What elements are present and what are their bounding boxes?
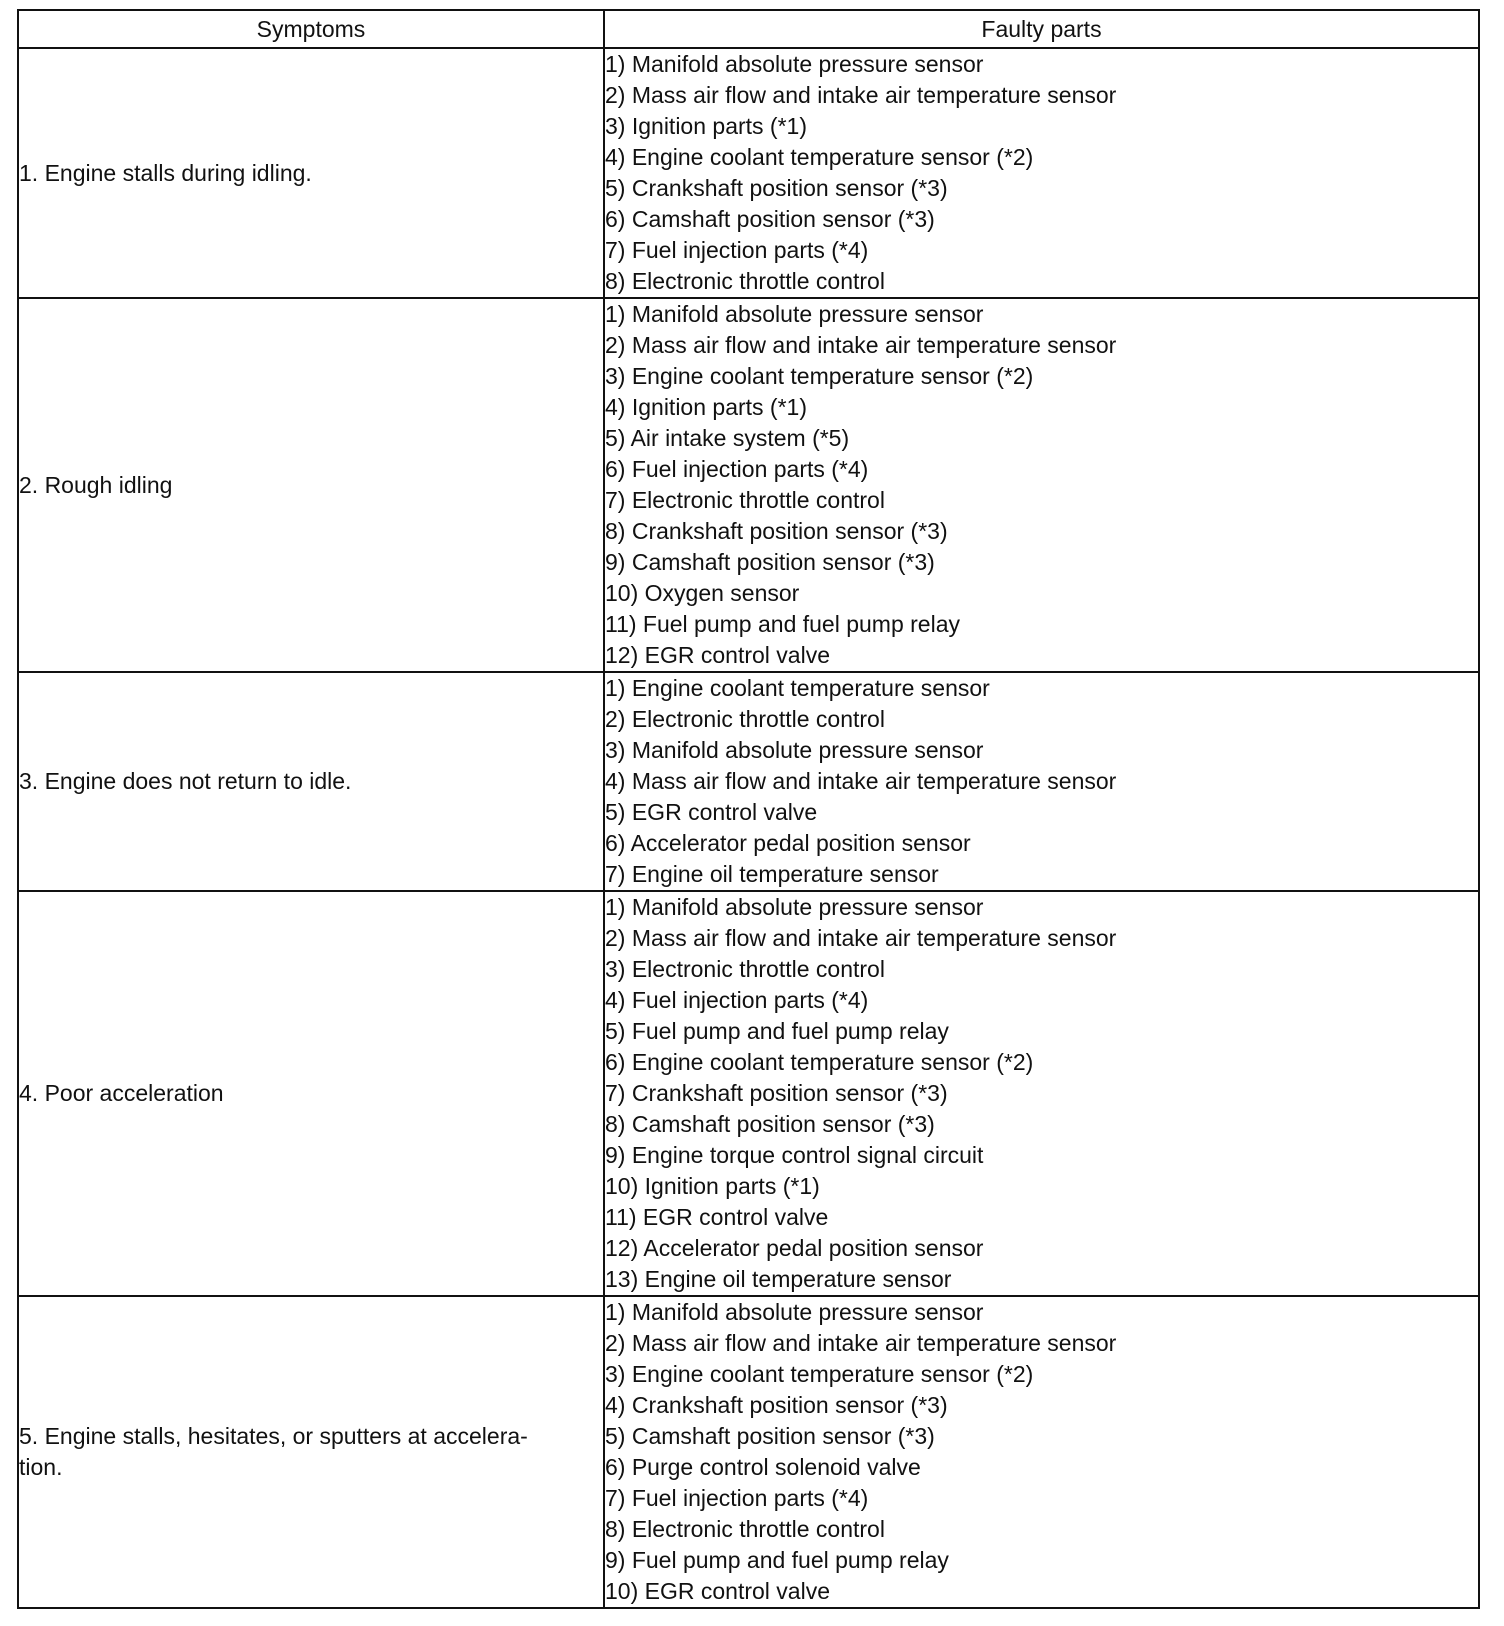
faulty-part-item: 3) Electronic throttle control xyxy=(605,956,885,982)
faulty-part-item: 5) Fuel pump and fuel pump relay xyxy=(605,1018,949,1044)
faulty-part-item: 2) Mass air flow and intake air temperature sensor xyxy=(605,925,1117,951)
faulty-part-item: 9) Camshaft position sensor (*3) xyxy=(605,549,935,575)
faulty-part-item: 4) Crankshaft position sensor (*3) xyxy=(605,1392,948,1418)
symptoms-faulty-parts-table xyxy=(17,9,1480,1609)
faulty-part-item: 3) Ignition parts (*1) xyxy=(605,113,807,139)
faulty-parts-cell xyxy=(604,48,1479,298)
table-row xyxy=(18,1296,1479,1608)
faulty-part-item: 7) Engine oil temperature sensor xyxy=(605,861,939,887)
symptom-cell xyxy=(18,1296,604,1608)
faulty-part-item: 3) Manifold absolute pressure sensor xyxy=(605,737,984,763)
faulty-part-item: 3) Engine coolant temperature sensor (*2) xyxy=(605,1361,1034,1387)
symptom-cell: 1. Engine stalls during idling. xyxy=(18,48,604,298)
symptom-line: 5. Engine stalls, hesitates, or sputters at accelera- xyxy=(19,1423,528,1449)
faulty-part-item: 6) Camshaft position sensor (*3) xyxy=(605,206,935,232)
table-row xyxy=(18,48,1479,298)
faulty-part-item: 11) EGR control valve xyxy=(605,1204,829,1230)
faulty-part-item: 7) Fuel injection parts (*4) xyxy=(605,237,869,263)
faulty-part-item: 7) Crankshaft position sensor (*3) xyxy=(605,1080,948,1106)
faulty-part-item: 8) Electronic throttle control xyxy=(605,1516,885,1542)
faulty-part-item: 4) Engine coolant temperature sensor (*2) xyxy=(605,144,1034,170)
faulty-part-item: 13) Engine oil temperature sensor xyxy=(605,1266,952,1292)
faulty-part-item: 8) Crankshaft position sensor (*3) xyxy=(605,518,948,544)
symptom-cell: 4. Poor acceleration xyxy=(18,891,604,1296)
faulty-part-item: 1) Manifold absolute pressure sensor xyxy=(605,1299,984,1325)
faulty-part-item: 5) Air intake system (*5) xyxy=(605,425,850,451)
faulty-part-item: 6) Fuel injection parts (*4) xyxy=(605,456,869,482)
faulty-part-item: 11) Fuel pump and fuel pump relay xyxy=(605,611,960,637)
faulty-part-item: 2) Mass air flow and intake air temperature sensor xyxy=(605,332,1117,358)
header-faulty-parts: Faulty parts xyxy=(604,10,1479,48)
faulty-part-item: 9) Engine torque control signal circuit xyxy=(605,1142,984,1168)
faulty-part-item: 7) Fuel injection parts (*4) xyxy=(605,1485,869,1511)
faulty-parts-cell xyxy=(604,1296,1479,1608)
faulty-part-item: 10) EGR control valve xyxy=(605,1578,830,1604)
faulty-part-item: 12) Accelerator pedal position sensor xyxy=(605,1235,984,1261)
faulty-part-item: 1) Manifold absolute pressure sensor xyxy=(605,301,984,327)
faulty-part-item: 6) Engine coolant temperature sensor (*2) xyxy=(605,1049,1034,1075)
faulty-part-item: 1) Engine coolant temperature sensor xyxy=(605,675,990,701)
faulty-part-item: 5) EGR control valve xyxy=(605,799,818,825)
faulty-part-item: 5) Crankshaft position sensor (*3) xyxy=(605,175,948,201)
faulty-parts-cell xyxy=(604,672,1479,891)
faulty-parts-cell xyxy=(604,891,1479,1296)
symptom-line: tion. xyxy=(19,1454,63,1480)
table-row xyxy=(18,298,1479,672)
table-header-row xyxy=(18,10,1479,48)
table-row xyxy=(18,891,1479,1296)
faulty-part-item: 4) Fuel injection parts (*4) xyxy=(605,987,869,1013)
faulty-part-item: 8) Camshaft position sensor (*3) xyxy=(605,1111,935,1137)
faulty-part-item: 4) Ignition parts (*1) xyxy=(605,394,807,420)
faulty-part-item: 10) Ignition parts (*1) xyxy=(605,1173,820,1199)
faulty-part-item: 1) Manifold absolute pressure sensor xyxy=(605,894,984,920)
faulty-part-item: 1) Manifold absolute pressure sensor xyxy=(605,51,984,77)
symptom-cell: 3. Engine does not return to idle. xyxy=(18,672,604,891)
faulty-part-item: 4) Mass air flow and intake air temperature sensor xyxy=(605,768,1117,794)
symptom-cell: 2. Rough idling xyxy=(18,298,604,672)
faulty-part-item: 3) Engine coolant temperature sensor (*2) xyxy=(605,363,1034,389)
faulty-part-item: 9) Fuel pump and fuel pump relay xyxy=(605,1547,949,1573)
faulty-part-item: 2) Mass air flow and intake air temperature sensor xyxy=(605,1330,1117,1356)
faulty-part-item: 7) Electronic throttle control xyxy=(605,487,885,513)
table-row xyxy=(18,672,1479,891)
faulty-part-item: 2) Electronic throttle control xyxy=(605,706,885,732)
faulty-part-item: 6) Purge control solenoid valve xyxy=(605,1454,921,1480)
faulty-part-item: 2) Mass air flow and intake air temperature sensor xyxy=(605,82,1117,108)
faulty-part-item: 6) Accelerator pedal position sensor xyxy=(605,830,971,856)
faulty-part-item: 5) Camshaft position sensor (*3) xyxy=(605,1423,935,1449)
faulty-parts-cell xyxy=(604,298,1479,672)
faulty-part-item: 10) Oxygen sensor xyxy=(605,580,800,606)
faulty-part-item: 8) Electronic throttle control xyxy=(605,268,885,294)
header-symptoms: Symptoms xyxy=(18,10,604,48)
faulty-part-item: 12) EGR control valve xyxy=(605,642,830,668)
